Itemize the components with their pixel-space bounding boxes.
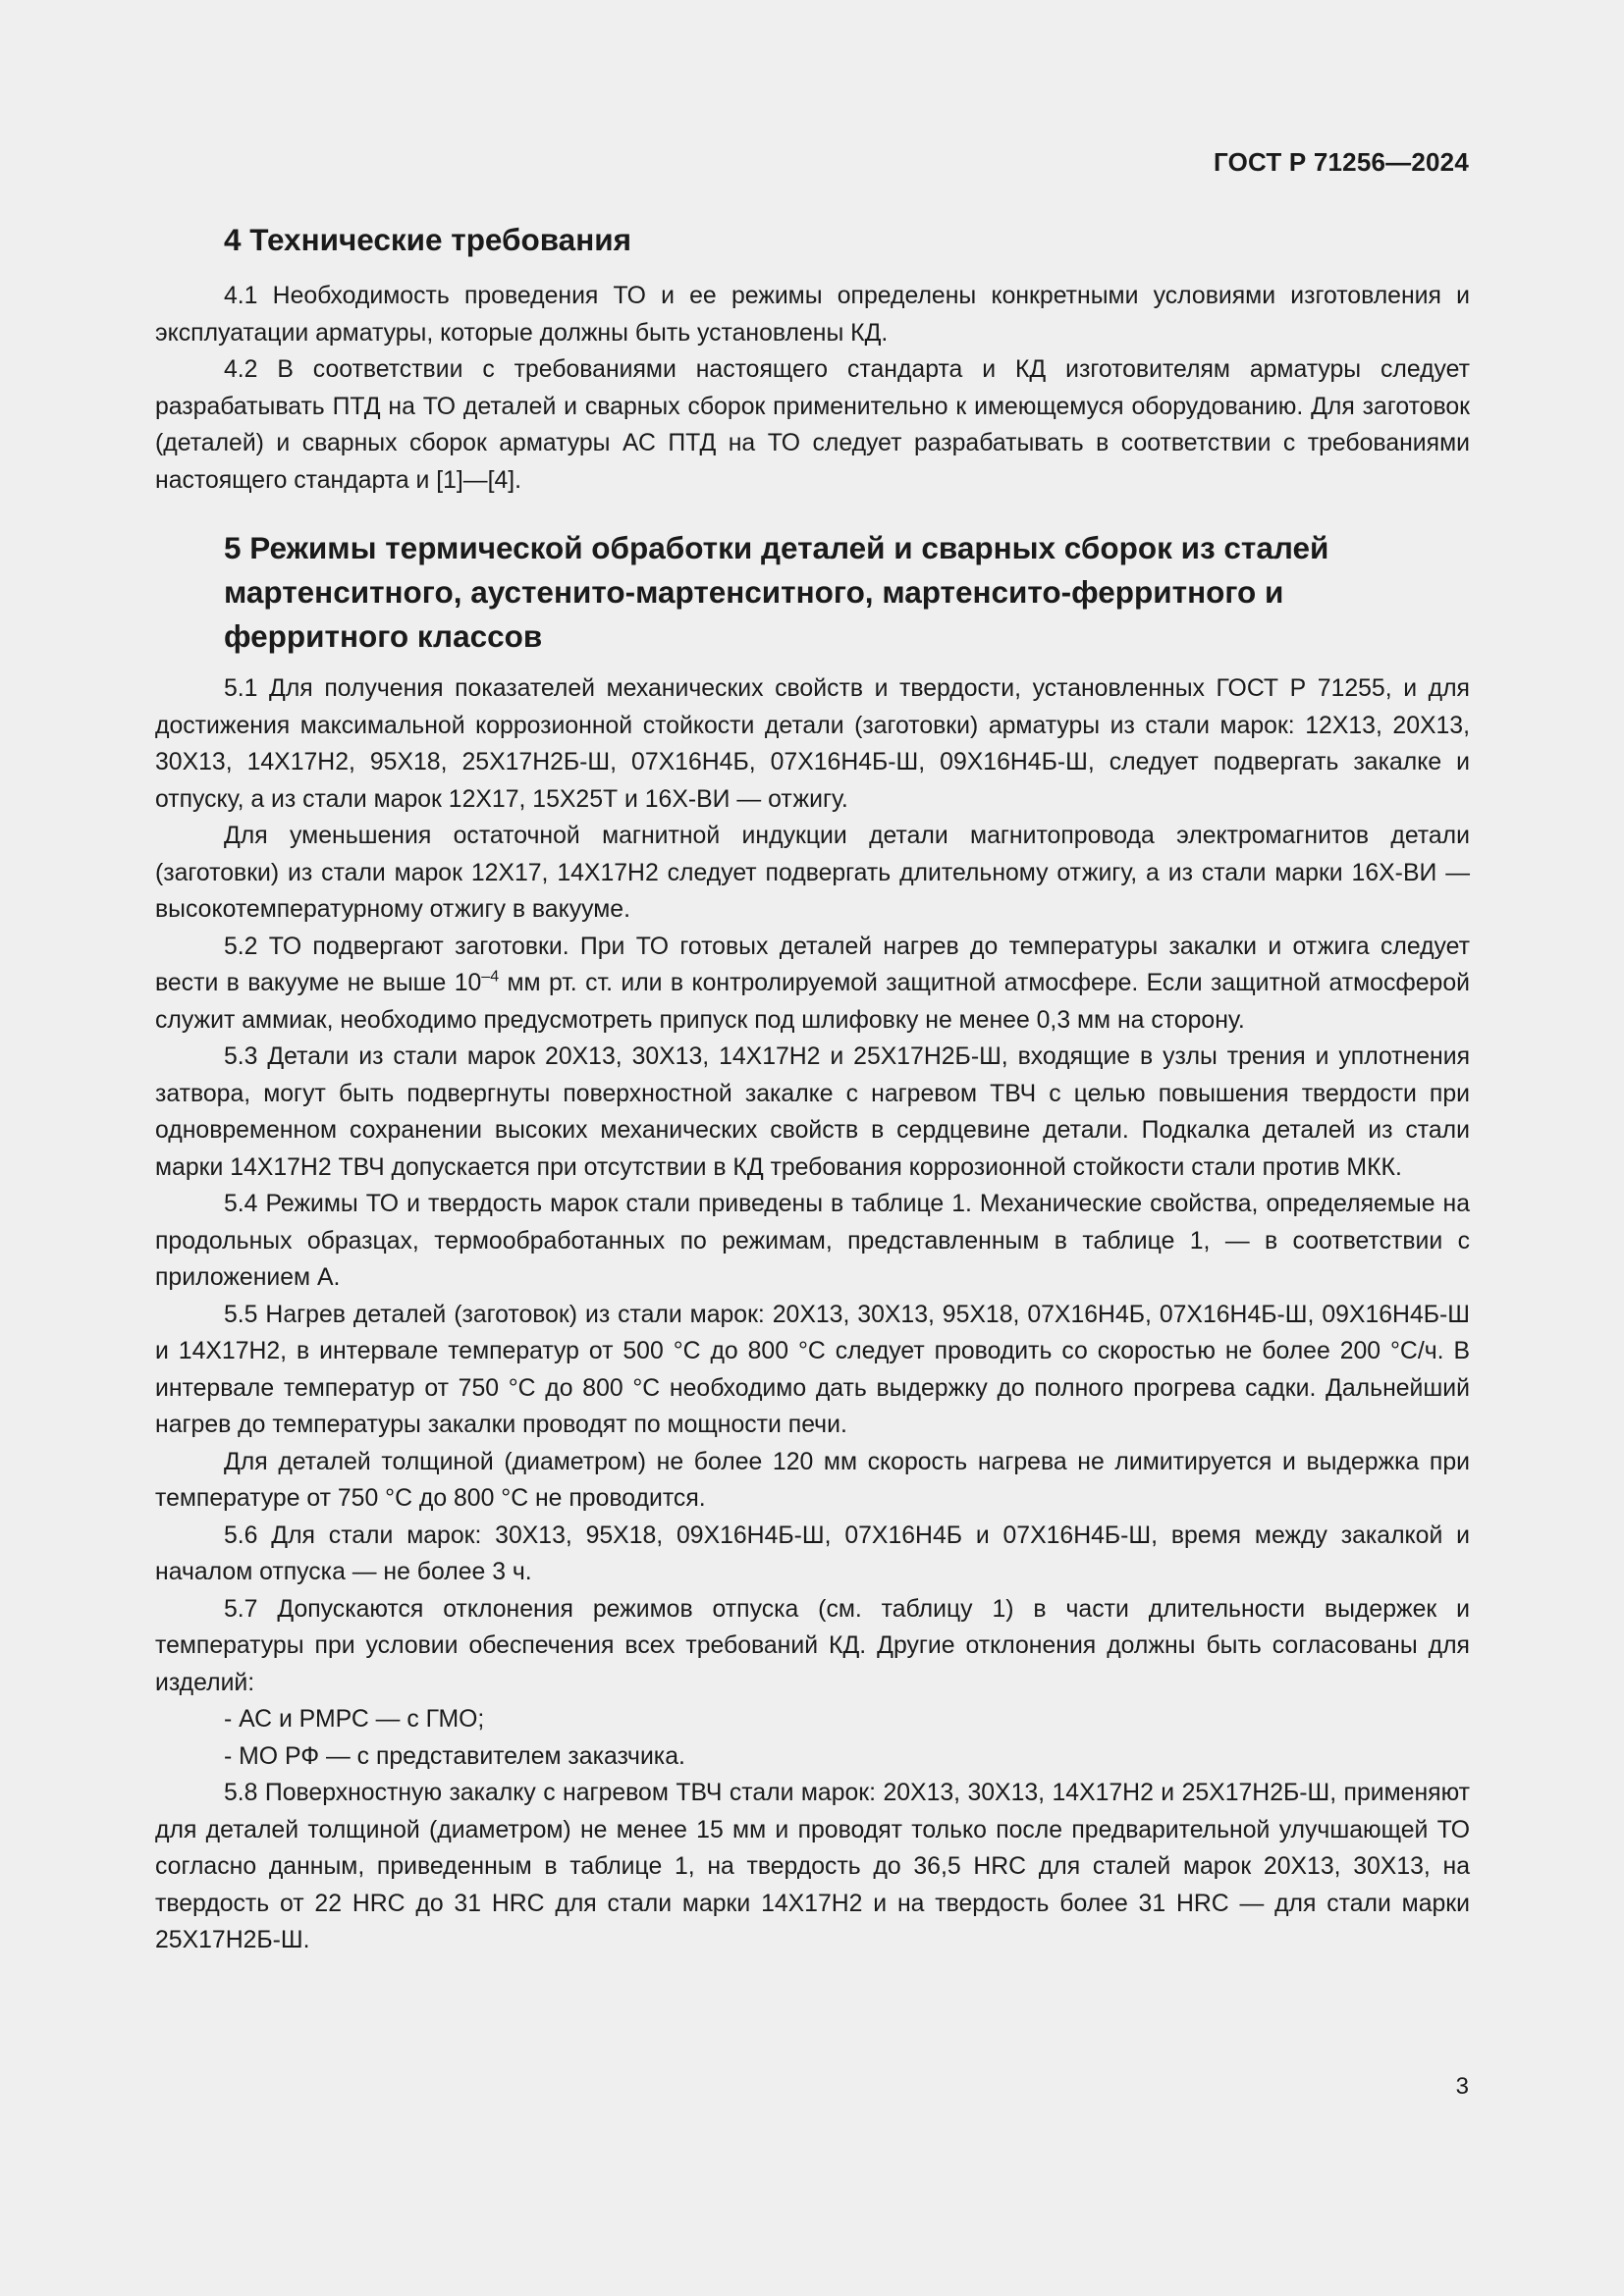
paragraph-5-1: 5.1 Для получения показателей механических свойств и твердости, установленных ГОСТ Р 71255, и для достижения максимальной коррозионной стойкости детали (заготовки) арматуры из стали марок: 12Х13, 20Х13, 30Х13, 14Х17Н2, 95Х18, 25Х17Н2Б-Ш, 07Х16Н4Б, 07Х16Н4Б-Ш, 09Х16Н4Б-Ш, следует подвергать закалке и отпуску, а из стали марок 12Х17, 15Х25Т и 16Х-ВИ — отжигу. (155, 675, 1470, 813)
paragraph-5-7: 5.7 Допускаются отклонения режимов отпуска (см. таблицу 1) в части длительности выдержек и температуры при условии обеспечения всех требований КД. Другие отклонения должны быть согласованы для изделий: (155, 1595, 1470, 1696)
document-code: ГОСТ Р 71256—2024 (1214, 147, 1469, 177)
paragraph-5-1-continued: Для уменьшения остаточной магнитной индукции детали магнитопровода электромагнитов детали (заготовки) из стали марок 12Х17, 14Х17Н2 следует подвергать длительному отжигу, а из стали марки 16Х-ВИ — высокотемпературному отжигу в вакууме. (155, 823, 1470, 923)
list-item: - АС и РМРС — с ГМО; (224, 1706, 485, 1733)
section-5-heading: 5 Режимы термической обработки деталей и сварных сборок из сталей мартенситного, аустенито-мартенситного, мартенсито-ферритного и ферритного классов (224, 530, 1329, 654)
paragraph-4-1: 4.1 Необходимость проведения ТО и ее режимы определены конкретными условиями изготовления и эксплуатации арматуры, которые должны быть установлены КД. (155, 283, 1470, 347)
list-item: - МО РФ — с представителем заказчика. (224, 1742, 685, 1770)
paragraph-5-8: 5.8 Поверхностную закалку с нагревом ТВЧ стали марок: 20Х13, 30Х13, 14Х17Н2 и 25Х17Н2Б-Ш, применяют для деталей толщиной (диаметром) не менее 15 мм и проводят только после предварительной улучшающей ТО согласно данным, приведенным в таблице 1, на твердость до 36,5 HRC для сталей марок 20Х13, 30Х13, на твердость от 22 HRC до 31 HRC для стали марки 14Х17Н2 и на твердость более 31 HRC — для стали марки 25Х17Н2Б-Ш. (155, 1780, 1470, 1953)
paragraph-5-6: 5.6 Для стали марок: 30Х13, 95Х18, 09Х16Н4Б-Ш, 07Х16Н4Б и 07Х16Н4Б-Ш, время между закалкой и началом отпуска — не более 3 ч. (155, 1522, 1470, 1585)
paragraph-5-5-continued: Для деталей толщиной (диаметром) не более 120 мм скорость нагрева не лимитируется и выдержка при температуре от 750 °С до 800 °С не проводится. (155, 1448, 1470, 1512)
paragraph-5-2-part-b: мм рт. ст. или в контролируемой защитной атмосфере. Если защитной атмосферой служит аммиак, необходимо предусмотреть припуск под шлифовку не менее 0,3 мм на сторону. (155, 970, 1470, 1034)
exponent: –4 (481, 968, 500, 986)
paragraph-5-3: 5.3 Детали из стали марок 20Х13, 30Х13, 14Х17Н2 и 25Х17Н2Б-Ш, входящие в узлы трения и уплотнения затвора, могут быть подвергнуты поверхностной закалке с нагревом ТВЧ с целью повышения твердости при одновременном сохранении высоких механических свойств в сердцевине детали. Подкалка деталей из стали марки 14Х17Н2 ТВЧ допускается при отсутствии в КД требования коррозионной стойкости стали против МКК. (155, 1043, 1470, 1181)
paragraph-5-2 (155, 929, 1470, 1040)
paragraph-5-4: 5.4 Режимы ТО и твердость марок стали приведены в таблице 1. Механические свойства, определяемые на продольных образцах, термообработанных по режимам, представленным в таблице 1, — в соответствии с приложением А. (155, 1191, 1470, 1291)
paragraph-5-5: 5.5 Нагрев деталей (заготовок) из стали марок: 20Х13, 30Х13, 95Х18, 07Х16Н4Б, 07Х16Н4Б-Ш, 09Х16Н4Б-Ш и 14Х17Н2, в интервале температур от 500 °С до 800 °С следует проводить со скоростью не более 200 °С/ч. В интервале температур от 750 °С до 800 °С необходимо дать выдержку до полного прогрева садки. Дальнейший нагрев до температуры закалки проводят по мощности печи. (155, 1301, 1470, 1438)
section-4-heading: 4 Технические требования (224, 222, 631, 257)
page-number: 3 (1455, 2073, 1469, 2100)
paragraph-4-2: 4.2 В соответствии с требованиями настоящего стандарта и КД изготовителям арматуры следует разрабатывать ПТД на ТО деталей и сварных сборок применительно к имеющемуся оборудованию. Для заготовок (деталей) и сварных сборок арматуры АС ПТД на ТО следует разрабатывать в соответствии с требованиями настоящего стандарта и [1]—[4]. (155, 356, 1470, 494)
page-content (155, 218, 1470, 1959)
paragraph-5-2-part-a: 5.2 ТО подвергают заготовки. При ТО готовых деталей нагрев до температуры закалки и отжига следует вести в вакууме не выше 10 (155, 933, 1470, 996)
